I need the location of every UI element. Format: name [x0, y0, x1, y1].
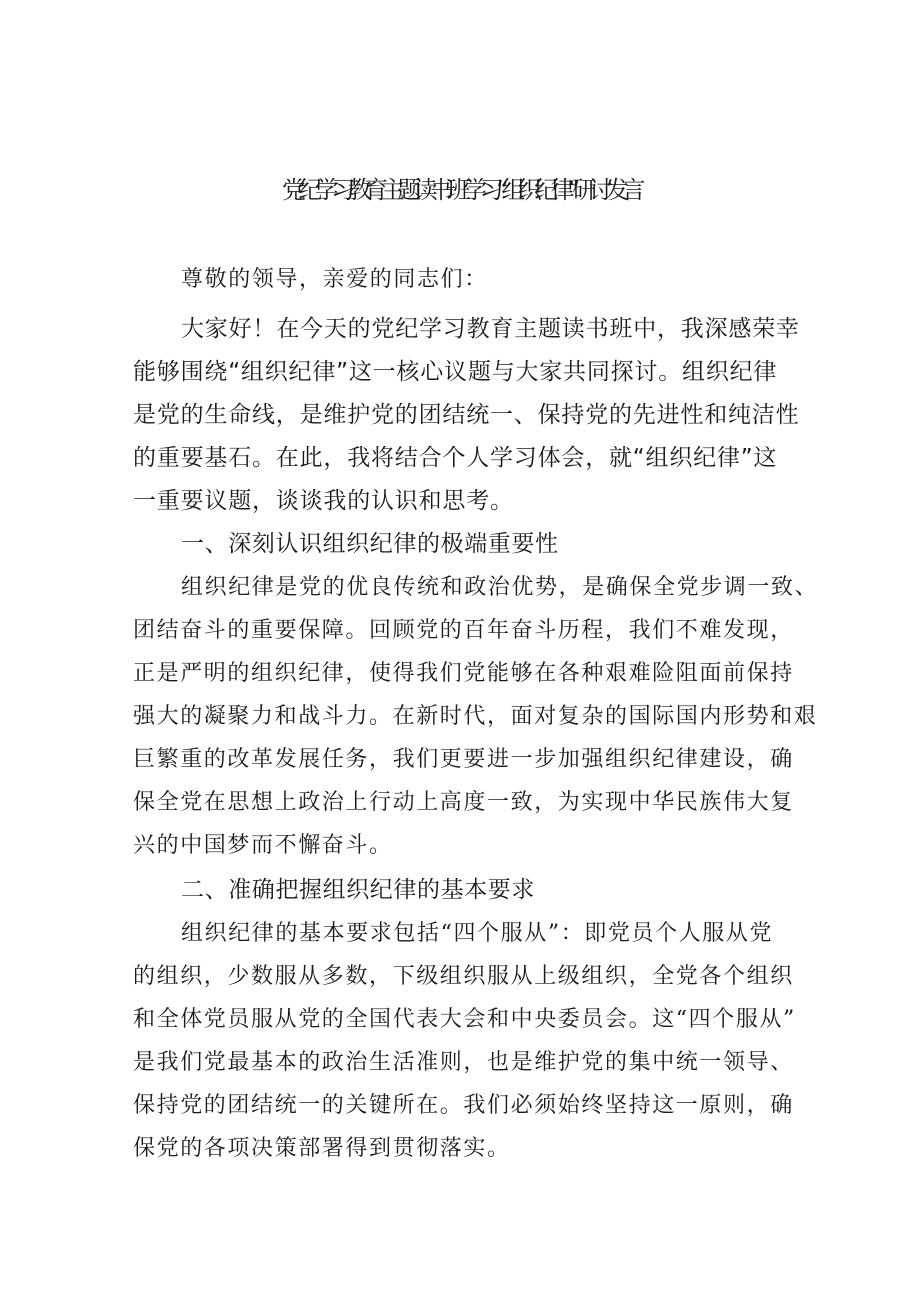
section1-line: 组织纪律是党的优良传统和政治优势，是确保全党步调一致、: [181, 575, 819, 600]
section2-line: 是我们党最基本的政治生活准则，也是维护党的集中统一领导、: [133, 1050, 794, 1075]
salutation: 尊敬的领导，亲爱的同志们：: [181, 267, 488, 292]
intro-line: 大家好！在今天的党纪学习教育主题读书班中，我深感荣幸: [181, 316, 800, 342]
section1-line: 兴的中国梦而不懈奋斗。: [133, 833, 393, 858]
section-heading-2: 二、准确把握组织纪律的基本要求: [181, 877, 535, 903]
section2-line: 组织纪律的基本要求包括“四个服从”：即党员个人服从党: [181, 921, 774, 946]
document-title: 党纪学习教育主题读书班学习“组织纪律”研讨发言: [281, 176, 639, 204]
section2-line: 和全体党员服从党的全国代表大会和中央委员会。这“四个服从”: [133, 1007, 796, 1032]
section-heading-1: 一、深刻认识组织纪律的极端重要性: [181, 531, 559, 557]
intro-line: 的重要基石。在此，我将结合个人学习体会，就“组织纪律”这: [133, 445, 778, 471]
intro-line: 一重要议题，谈谈我的认识和思考。: [133, 488, 514, 514]
intro-line: 能够围绕“组织纪律”这一核心议题与大家共同探讨。组织纪律: [133, 359, 778, 385]
section2-line: 保持党的团结统一的关键所在。我们必须始终坚持这一原则，确: [133, 1093, 794, 1118]
section1-line: 巨繁重的改革发展任务，我们更要进一步加强组织纪律建设，确: [133, 747, 794, 772]
intro-line: 是党的生命线，是维护党的团结统一、保持党的先进性和纯洁性: [133, 402, 800, 428]
section1-line: 正是严明的组织纪律，使得我们党能够在各种艰难险阻面前保持: [133, 661, 794, 686]
section1-line: 强大的凝聚力和战斗力。在新时代，面对复杂的国际国内形势和艰: [133, 704, 818, 729]
section1-line: 团结奋斗的重要保障。回顾党的百年奋斗历程，我们不难发现，: [133, 618, 794, 643]
section1-line: 保全党在思想上政治上行动上高度一致，为实现中华民族伟大复: [133, 790, 794, 815]
section2-line: 的组织，少数服从多数，下级组织服从上级组织，全党各个组织: [133, 964, 794, 989]
section2-line: 保党的各项决策部署得到贯彻落实。: [133, 1136, 511, 1161]
